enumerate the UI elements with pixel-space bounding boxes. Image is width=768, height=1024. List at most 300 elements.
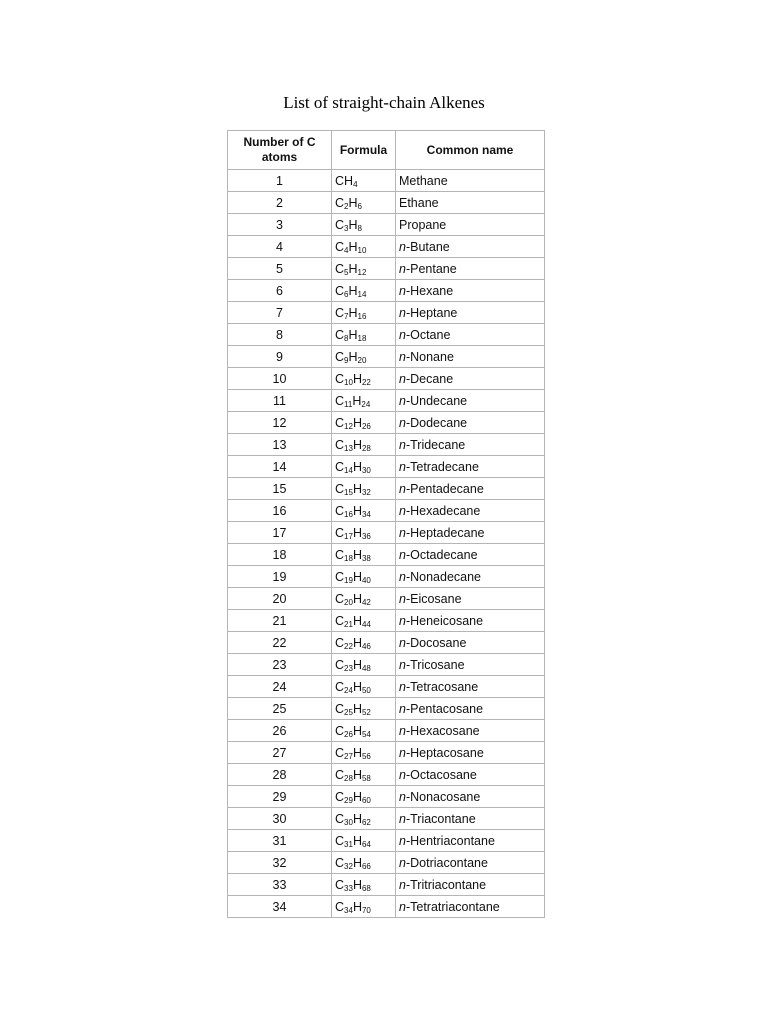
carbon-count-cell: 12 <box>228 412 332 434</box>
formula-cell <box>332 302 396 324</box>
formula-element: C <box>335 877 345 892</box>
formula-element: C <box>335 855 345 870</box>
normal-prefix: n <box>399 415 406 430</box>
formula-element: H <box>352 657 362 672</box>
formula-subscript: 34 <box>361 509 371 519</box>
formula-element: C <box>335 833 345 848</box>
formula-subscript: 12 <box>357 267 367 277</box>
formula-cell <box>332 258 396 280</box>
formula-element: H <box>348 239 358 254</box>
carbon-count-cell: 32 <box>228 852 332 874</box>
formula-element: C <box>335 613 345 628</box>
formula-element: H <box>348 261 358 276</box>
formula-subscript: 23 <box>344 663 353 673</box>
table-row <box>228 632 545 654</box>
carbon-count-cell: 9 <box>228 346 332 368</box>
formula-element: H <box>352 811 362 826</box>
carbon-count-cell: 33 <box>228 874 332 896</box>
table-row <box>228 544 545 566</box>
common-name-cell <box>396 478 545 500</box>
common-name: -Nonane <box>405 349 454 364</box>
table-row <box>228 830 545 852</box>
table-row <box>228 764 545 786</box>
normal-prefix: n <box>399 657 406 672</box>
formula-element: H <box>348 217 358 232</box>
normal-prefix: n <box>399 437 406 452</box>
formula-subscript: 40 <box>361 575 371 585</box>
formula-subscript: 44 <box>361 619 371 629</box>
normal-prefix: n <box>399 547 406 562</box>
carbon-count-cell: 27 <box>228 742 332 764</box>
formula-subscript: 18 <box>344 553 353 563</box>
table-row <box>228 896 545 918</box>
normal-prefix: n <box>399 701 406 716</box>
formula-subscript: 52 <box>361 707 371 717</box>
table-row <box>228 654 545 676</box>
formula-subscript: 6 <box>357 201 362 211</box>
formula-subscript: 62 <box>361 817 371 827</box>
formula-subscript: 64 <box>361 839 371 849</box>
formula-subscript: 14 <box>344 465 353 475</box>
carbon-count-cell: 34 <box>228 896 332 918</box>
carbon-count-cell: 30 <box>228 808 332 830</box>
formula-subscript: 16 <box>344 509 353 519</box>
page-title: List of straight-chain Alkenes <box>283 93 485 112</box>
table-row <box>228 500 545 522</box>
formula-subscript: 3 <box>344 223 349 233</box>
formula-element: C <box>335 393 345 408</box>
table-row <box>228 742 545 764</box>
common-name-cell <box>396 786 545 808</box>
common-name: -Heptane <box>405 305 458 320</box>
formula-subscript: 19 <box>344 575 353 585</box>
formula-cell <box>332 170 396 192</box>
normal-prefix: n <box>399 591 406 606</box>
formula-cell <box>332 720 396 742</box>
formula-subscript: 12 <box>344 421 353 431</box>
common-name-cell <box>396 852 545 874</box>
normal-prefix: n <box>399 261 406 276</box>
formula-subscript: 56 <box>361 751 371 761</box>
formula-subscript: 20 <box>357 355 367 365</box>
normal-prefix: n <box>399 481 406 496</box>
formula-element: H <box>352 745 362 760</box>
formula-cell <box>332 522 396 544</box>
table-row <box>228 368 545 390</box>
formula-cell <box>332 698 396 720</box>
common-name-cell <box>396 676 545 698</box>
carbon-count-cell: 19 <box>228 566 332 588</box>
carbon-count-cell: 5 <box>228 258 332 280</box>
formula-subscript: 32 <box>361 487 371 497</box>
formula-subscript: 4 <box>344 245 349 255</box>
common-name-cell <box>396 214 545 236</box>
formula-subscript: 50 <box>361 685 371 695</box>
formula-element: C <box>335 547 345 562</box>
carbon-count-cell: 25 <box>228 698 332 720</box>
normal-prefix: n <box>399 349 406 364</box>
formula-cell <box>332 852 396 874</box>
formula-element: C <box>335 811 345 826</box>
common-name: -Dotriacontane <box>405 855 488 870</box>
carbon-count-cell: 14 <box>228 456 332 478</box>
common-name-cell <box>396 808 545 830</box>
normal-prefix: n <box>399 679 406 694</box>
formula-cell <box>332 566 396 588</box>
formula-subscript: 30 <box>361 465 371 475</box>
carbon-count-cell: 31 <box>228 830 332 852</box>
common-name: -Octadecane <box>405 547 478 562</box>
formula-cell <box>332 632 396 654</box>
common-name-cell <box>396 324 545 346</box>
formula-element: C <box>335 745 345 760</box>
formula-element: C <box>335 899 345 914</box>
common-name-cell <box>396 368 545 390</box>
formula-element: H <box>352 679 362 694</box>
formula-element: H <box>352 371 362 386</box>
common-name-cell <box>396 566 545 588</box>
common-name: -Triacontane <box>405 811 476 826</box>
carbon-count-cell: 28 <box>228 764 332 786</box>
formula-cell <box>332 786 396 808</box>
common-name-cell <box>396 544 545 566</box>
formula-element: C <box>335 261 345 276</box>
formula-element: C <box>335 679 345 694</box>
formula-element: H <box>352 393 362 408</box>
common-name: -Tetratriacontane <box>405 899 500 914</box>
formula-element: H <box>348 349 358 364</box>
formula-cell <box>332 368 396 390</box>
table-row <box>228 874 545 896</box>
formula-subscript: 24 <box>361 399 371 409</box>
formula-element: C <box>335 283 345 298</box>
formula-subscript: 38 <box>361 553 371 563</box>
formula-element: H <box>352 833 362 848</box>
formula-subscript: 36 <box>361 531 371 541</box>
formula-cell <box>332 500 396 522</box>
normal-prefix: n <box>399 635 406 650</box>
table-row <box>228 852 545 874</box>
common-name-cell <box>396 434 545 456</box>
common-name: -Hexadecane <box>405 503 481 518</box>
formula-element: C <box>335 591 345 606</box>
common-name: -Pentadecane <box>405 481 484 496</box>
formula-element: H <box>352 503 362 518</box>
formula-element: C <box>335 327 345 342</box>
carbon-count-cell: 15 <box>228 478 332 500</box>
formula-subscript: 32 <box>344 861 353 871</box>
formula-subscript: 70 <box>361 905 371 915</box>
formula-cell <box>332 896 396 918</box>
carbon-count-cell: 24 <box>228 676 332 698</box>
normal-prefix: n <box>399 855 406 870</box>
formula-element: H <box>352 877 362 892</box>
table-row <box>228 522 545 544</box>
table-row <box>228 566 545 588</box>
table-row <box>228 456 545 478</box>
formula-subscript: 13 <box>344 443 353 453</box>
common-name-cell <box>396 764 545 786</box>
carbon-count-cell: 20 <box>228 588 332 610</box>
common-name: Propane <box>399 217 447 232</box>
normal-prefix: n <box>399 877 406 892</box>
common-name-cell <box>396 698 545 720</box>
normal-prefix: n <box>399 459 406 474</box>
formula-subscript: 10 <box>344 377 353 387</box>
formula-element: H <box>352 591 362 606</box>
carbon-count-cell: 16 <box>228 500 332 522</box>
formula-element: H <box>352 855 362 870</box>
table-row <box>228 280 545 302</box>
header-formula: Formula <box>332 131 396 170</box>
formula-subscript: 33 <box>344 883 353 893</box>
formula-element: H <box>348 283 358 298</box>
table-row <box>228 192 545 214</box>
formula-subscript: 66 <box>361 861 371 871</box>
normal-prefix: n <box>399 371 406 386</box>
formula-element: C <box>335 349 345 364</box>
formula-cell <box>332 324 396 346</box>
normal-prefix: n <box>399 393 406 408</box>
formula-cell <box>332 412 396 434</box>
common-name: -Nonacosane <box>405 789 481 804</box>
formula-cell <box>332 874 396 896</box>
formula-element: C <box>335 635 345 650</box>
table-row <box>228 610 545 632</box>
common-name: -Pentane <box>405 261 457 276</box>
formula-subscript: 25 <box>344 707 353 717</box>
formula-element: C <box>335 459 345 474</box>
common-name-cell <box>396 390 545 412</box>
common-name-cell <box>396 588 545 610</box>
common-name: -Docosane <box>405 635 467 650</box>
table-row <box>228 698 545 720</box>
formula-subscript: 4 <box>353 179 358 189</box>
formula-element: H <box>352 459 362 474</box>
common-name-cell <box>396 236 545 258</box>
normal-prefix: n <box>399 613 406 628</box>
formula-cell <box>332 676 396 698</box>
formula-cell <box>332 434 396 456</box>
table-row <box>228 390 545 412</box>
common-name: -Octane <box>405 327 451 342</box>
formula-cell <box>332 456 396 478</box>
table-row <box>228 412 545 434</box>
normal-prefix: n <box>399 723 406 738</box>
formula-subscript: 30 <box>344 817 353 827</box>
formula-subscript: 58 <box>361 773 371 783</box>
formula-cell <box>332 808 396 830</box>
formula-element: C <box>335 767 345 782</box>
formula-subscript: 6 <box>344 289 349 299</box>
formula-element: H <box>352 767 362 782</box>
carbon-count-cell: 8 <box>228 324 332 346</box>
common-name-cell <box>396 258 545 280</box>
common-name: -Hexane <box>405 283 454 298</box>
common-name-cell <box>396 610 545 632</box>
formula-element: H <box>352 613 362 628</box>
common-name-cell <box>396 456 545 478</box>
common-name: -Hexacosane <box>405 723 480 738</box>
formula-subscript: 46 <box>361 641 371 651</box>
normal-prefix: n <box>399 569 406 584</box>
common-name-cell <box>396 500 545 522</box>
formula-cell <box>332 588 396 610</box>
formula-cell <box>332 478 396 500</box>
formula-element: C <box>335 525 345 540</box>
formula-subscript: 27 <box>344 751 353 761</box>
common-name: -Undecane <box>405 393 468 408</box>
formula-element: H <box>352 635 362 650</box>
formula-subscript: 26 <box>361 421 371 431</box>
formula-subscript: 2 <box>344 201 349 211</box>
formula-element: C <box>335 657 345 672</box>
table-row <box>228 808 545 830</box>
table-row <box>228 676 545 698</box>
header-carbon-count: Number of C atoms <box>228 131 332 170</box>
formula-cell <box>332 390 396 412</box>
formula-element: H <box>344 173 354 188</box>
formula-cell <box>332 742 396 764</box>
formula-element: H <box>352 789 362 804</box>
formula-element: C <box>335 239 345 254</box>
common-name-cell <box>396 720 545 742</box>
carbon-count-cell: 4 <box>228 236 332 258</box>
formula-subscript: 54 <box>361 729 371 739</box>
table-row <box>228 214 545 236</box>
formula-element: C <box>335 415 345 430</box>
table-row <box>228 236 545 258</box>
formula-element: C <box>335 481 345 496</box>
formula-element: H <box>352 415 362 430</box>
common-name: Methane <box>399 173 448 188</box>
formula-element: C <box>335 701 345 716</box>
table-header-row <box>228 131 545 170</box>
common-name: -Heptadecane <box>405 525 485 540</box>
common-name: -Nonadecane <box>405 569 482 584</box>
formula-subscript: 9 <box>344 355 349 365</box>
common-name: -Heneicosane <box>405 613 484 628</box>
formula-subscript: 28 <box>361 443 371 453</box>
common-name: -Tricosane <box>405 657 465 672</box>
formula-element: C <box>335 437 345 452</box>
table-row <box>228 478 545 500</box>
common-name: -Decane <box>405 371 454 386</box>
formula-element: H <box>348 327 358 342</box>
formula-subscript: 16 <box>357 311 367 321</box>
carbon-count-cell: 10 <box>228 368 332 390</box>
table-row <box>228 346 545 368</box>
formula-subscript: 11 <box>344 399 353 409</box>
common-name-cell <box>396 896 545 918</box>
formula-cell <box>332 654 396 676</box>
normal-prefix: n <box>399 503 406 518</box>
common-name-cell <box>396 192 545 214</box>
formula-cell <box>332 610 396 632</box>
common-name: -Dodecane <box>405 415 468 430</box>
formula-subscript: 15 <box>344 487 353 497</box>
carbon-count-cell: 3 <box>228 214 332 236</box>
common-name: -Tetracosane <box>405 679 479 694</box>
formula-element: C <box>335 305 345 320</box>
formula-subscript: 18 <box>357 333 367 343</box>
common-name-cell <box>396 302 545 324</box>
common-name-cell <box>396 632 545 654</box>
formula-subscript: 7 <box>344 311 349 321</box>
carbon-count-cell: 29 <box>228 786 332 808</box>
carbon-count-cell: 2 <box>228 192 332 214</box>
carbon-count-cell: 23 <box>228 654 332 676</box>
formula-element: C <box>335 195 345 210</box>
common-name: -Tritriacontane <box>405 877 487 892</box>
formula-element: H <box>352 481 362 496</box>
header-common-name: Common name <box>396 131 545 170</box>
carbon-count-cell: 26 <box>228 720 332 742</box>
common-name: -Butane <box>405 239 450 254</box>
formula-subscript: 60 <box>361 795 371 805</box>
normal-prefix: n <box>399 789 406 804</box>
common-name: Ethane <box>399 195 439 210</box>
common-name-cell <box>396 346 545 368</box>
normal-prefix: n <box>399 283 406 298</box>
common-name: -Tridecane <box>405 437 466 452</box>
common-name: -Tetradecane <box>405 459 479 474</box>
formula-subscript: 5 <box>344 267 349 277</box>
table-row <box>228 258 545 280</box>
formula-subscript: 29 <box>344 795 353 805</box>
formula-element: H <box>348 195 358 210</box>
normal-prefix: n <box>399 745 406 760</box>
common-name-cell <box>396 830 545 852</box>
formula-element: C <box>335 569 345 584</box>
formula-element: H <box>352 437 362 452</box>
normal-prefix: n <box>399 767 406 782</box>
formula-subscript: 34 <box>344 905 353 915</box>
table-row <box>228 720 545 742</box>
common-name-cell <box>396 654 545 676</box>
formula-element: H <box>352 525 362 540</box>
normal-prefix: n <box>399 811 406 826</box>
carbon-count-cell: 7 <box>228 302 332 324</box>
formula-subscript: 26 <box>344 729 353 739</box>
formula-subscript: 68 <box>361 883 371 893</box>
formula-subscript: 42 <box>361 597 371 607</box>
formula-cell <box>332 830 396 852</box>
formula-subscript: 48 <box>361 663 371 673</box>
formula-subscript: 10 <box>357 245 367 255</box>
formula-subscript: 8 <box>357 223 362 233</box>
common-name-cell <box>396 280 545 302</box>
carbon-count-cell: 22 <box>228 632 332 654</box>
normal-prefix: n <box>399 525 406 540</box>
formula-subscript: 22 <box>361 377 371 387</box>
common-name: -Hentriacontane <box>405 833 495 848</box>
formula-cell <box>332 192 396 214</box>
formula-subscript: 22 <box>344 641 353 651</box>
formula-subscript: 14 <box>357 289 367 299</box>
formula-element: C <box>335 173 345 188</box>
formula-element: H <box>348 305 358 320</box>
formula-element: C <box>335 371 345 386</box>
formula-element: H <box>352 723 362 738</box>
formula-subscript: 20 <box>344 597 353 607</box>
common-name-cell <box>396 742 545 764</box>
formula-element: H <box>352 547 362 562</box>
common-name-cell <box>396 874 545 896</box>
table-row <box>228 324 545 346</box>
formula-element: H <box>352 569 362 584</box>
common-name: -Eicosane <box>405 591 462 606</box>
